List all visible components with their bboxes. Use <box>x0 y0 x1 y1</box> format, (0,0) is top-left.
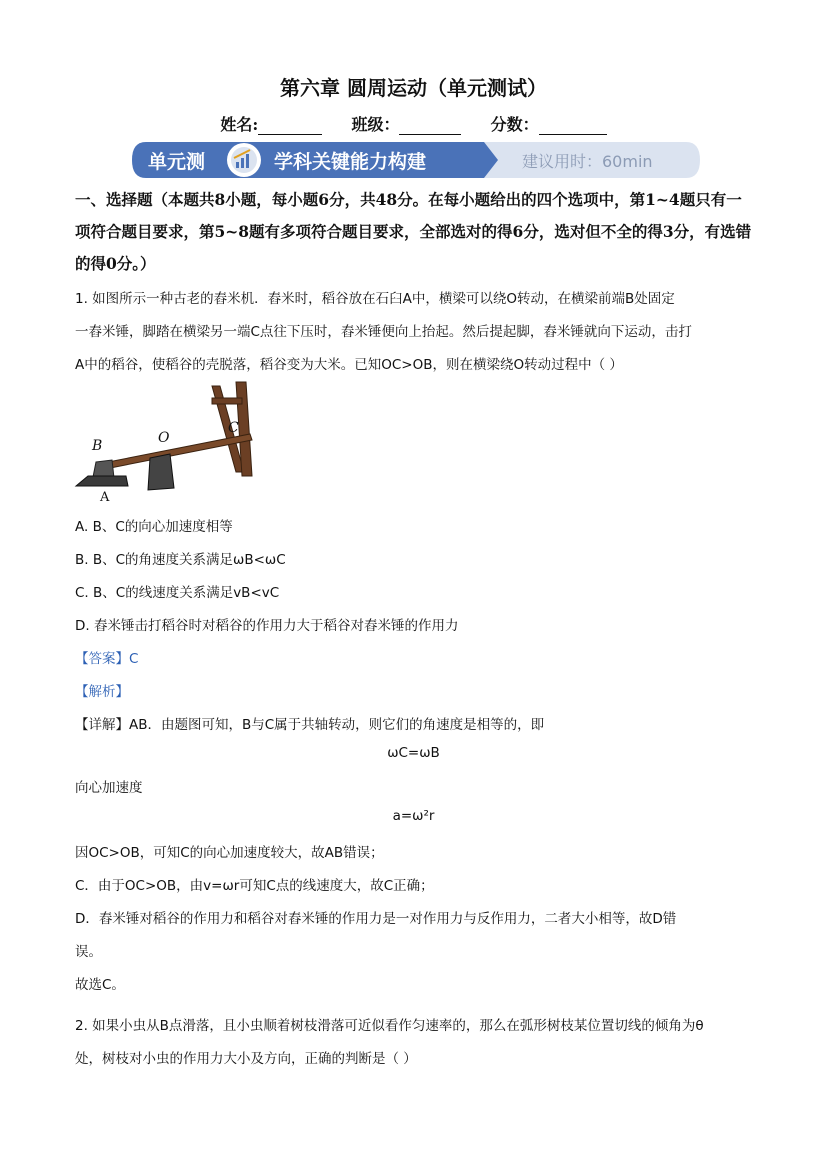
class-field[interactable] <box>399 116 461 135</box>
q1-reason-line: 因OC>OB，可知C的向心加速度较大，故AB错误； <box>75 845 384 861</box>
page-title: 第六章 圆周运动（单元测试） <box>280 76 547 100</box>
q1-centripetal-label: 向心加速度 <box>75 780 143 796</box>
q1-option-d: D. 舂米锤击打稻谷时对稻谷的作用力大于稻谷对舂米锤的作用力 <box>75 618 459 634</box>
q1-formula-acceleration: a=ω²r <box>392 808 435 824</box>
q1-option-c: C. B、C的线速度关系满足vB<vC <box>75 585 280 601</box>
figure-label-c: C <box>228 420 239 436</box>
name-label: 姓名: <box>220 115 259 134</box>
q1-d-line2: 误。 <box>75 944 102 960</box>
unit-test-banner <box>126 140 700 180</box>
q1-d-line1: D．舂米锤对稻谷的作用力和稻谷对舂米锤的作用力是一对作用力与反作用力，二者大小相等，故D错 <box>75 911 677 927</box>
rice-pounder-figure <box>74 380 274 510</box>
q1-detail-line: 【详解】AB．由题图可知，B与C属于共轴转动，则它们的角速度是相等的，即 <box>75 717 545 733</box>
figure-label-b: B <box>92 438 103 454</box>
q1-option-a: A. B、C的向心加速度相等 <box>75 519 233 535</box>
q2-stem-line1: 2. 如果小虫从B点滑落，且小虫顺着树枝滑落可近似看作匀速率的，那么在弧形树枝某位置切线的倾角为θ <box>75 1018 704 1034</box>
q1-stem-line2: 一舂米锤，脚踏在横梁另一端C点往下压时，舂米锤便向上抬起。然后提起脚，舂米锤就向下运动，击打 <box>75 324 692 340</box>
banner-right-text: 建议用时：60min <box>522 152 653 171</box>
q1-c-line: C．由于OC>OB，由v=ωr可知C点的线速度大，故C正确； <box>75 878 434 894</box>
student-info-line <box>0 112 827 135</box>
q2-stem-line2: 处，树枝对小虫的作用力大小及方向，正确的判断是（ ） <box>75 1051 417 1067</box>
figure-label-o: O <box>158 430 170 446</box>
q1-conclusion: 故选C。 <box>75 977 125 993</box>
q1-stem-line1: 1. 如图所示一种古老的舂米机．舂米时，稻谷放在石臼A中，横梁可以绕O转动，在横梁前端B处固定 <box>75 291 675 307</box>
figure-label-a: A <box>100 490 110 505</box>
score-field[interactable] <box>539 116 607 135</box>
class-label: 班级： <box>351 115 400 134</box>
name-field[interactable] <box>258 116 322 135</box>
section-heading: 一、选择题（本题共8小题，每小题6分，共48分。在每小题给出的四个选项中，第1~4题只有一项符合题目要求，第5~8题有多项符合题目要求，全部选对的得6分，选对但不全的得3分，有选错的得0分。） <box>75 190 752 273</box>
score-label: 分数： <box>490 115 539 134</box>
q1-formula-omega: ωC=ωB <box>387 745 440 761</box>
banner-middle-text: 学科关键能力构建 <box>274 151 427 173</box>
q1-analysis-label: 【解析】 <box>75 684 129 700</box>
q1-answer: 【答案】C <box>75 651 139 667</box>
banner-left-text: 单元测 <box>148 151 206 173</box>
q1-stem-line3: A中的稻谷，使稻谷的壳脱落，稻谷变为大米。已知OC>OB，则在横梁绕O转动过程中（ ） <box>75 357 623 373</box>
q1-option-b: B. B、C的角速度关系满足ωB<ωC <box>75 552 286 568</box>
